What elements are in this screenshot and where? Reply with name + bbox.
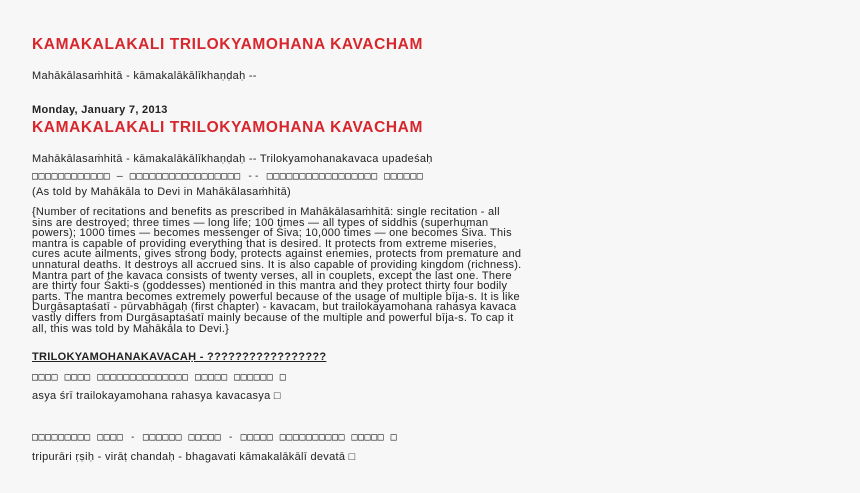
verse-native: □□□□□□□□□ □□□□ - □□□□□□ □□□□□ - □□□□□ □□□□□□□□□□ □□□□□ □ [32, 432, 398, 443]
paragraph-line: {Number of recitations and benefits as prescribed in Mahākālasaṁhitā: single recitation - all [32, 206, 500, 218]
blog-title[interactable]: KAMAKALAKALI TRILOKYAMOHANA KAVACHAM [32, 36, 423, 53]
section-heading: TRILOKYAMOHANAKAVACAḤ - ????????????????? [32, 351, 327, 363]
verse-transliteration: tripurāri ṛṣiḥ - virāṭ chandaḥ - bhagavati kāmakalākālī devatā □ [32, 451, 356, 463]
verse-native: □□□□ □□□□ □□□□□□□□□□□□□□ □□□□□ □□□□□□ □ [32, 372, 287, 383]
paragraph-line: all, this was told by Mahākāla to Devi.} [32, 322, 230, 335]
post-source-note: (As told by Mahākāla to Devi in Mahākālasaṁhitā) [32, 186, 291, 198]
paragraph-line: mantra is capable of providing everything that is desired. It protects from extreme miseries, [32, 237, 497, 250]
paragraph-line: vastly differs from Durgāsaptaśatī mainly because of the multiple and powerful bīja-s. To cap it [32, 311, 514, 324]
post-intro-line: Mahākālasaṁhitā - kāmakalākālīkhaṇḍaḥ -- Trilokyamohanakavaca upadeśaḥ [32, 153, 433, 165]
post-date: Monday, January 7, 2013 [32, 104, 168, 116]
paragraph-line: Durgāsaptaśatī - pūrvabhāgaḥ (first chapter) - kavacam, but trailokayamohana rahasya kavaca [32, 301, 517, 314]
post-native-line: □□□□□□□□□□□□ – □□□□□□□□□□□□□□□□□ -- □□□□□□□□□□□□□□□□□ □□□□□□ [32, 171, 424, 182]
paragraph-line: are thirty four Śakti-s (goddesses) mentioned in this mantra and they protect thirty four bodily [32, 280, 508, 293]
post-paragraph [32, 207, 521, 334]
verse-transliteration: asya śrī trailokayamohana rahasya kavacasya □ [32, 390, 281, 402]
paragraph-line: sins are destroyed; three times — long life; 100 times — all types of siddhis (superhuman [32, 216, 489, 229]
paragraph-line: powers); 1000 times — becomes messenger of Śiva; 10,000 times — one becomes Śiva. This [32, 227, 512, 240]
paragraph-line: Mantra part of the kavaca consists of twenty verses, all in couplets, except the last one. There [32, 269, 512, 282]
blog-subtitle: Mahākālasaṁhitā - kāmakalākālīkhaṇḍaḥ -- [32, 70, 257, 82]
paragraph-line: cures acute ailments, gives strong body, protects against enemies, protects from premature and [32, 248, 522, 261]
paragraph-line: parts. The mantra becomes extremely powerful because of the usage of multiple bīja-s. It is like [32, 290, 520, 303]
post-title[interactable]: KAMAKALAKALI TRILOKYAMOHANA KAVACHAM [32, 119, 423, 136]
paragraph-line: unnatural deaths. It destroys all accrued sins. It is also capable of providing kingdom (richness). [32, 258, 522, 271]
